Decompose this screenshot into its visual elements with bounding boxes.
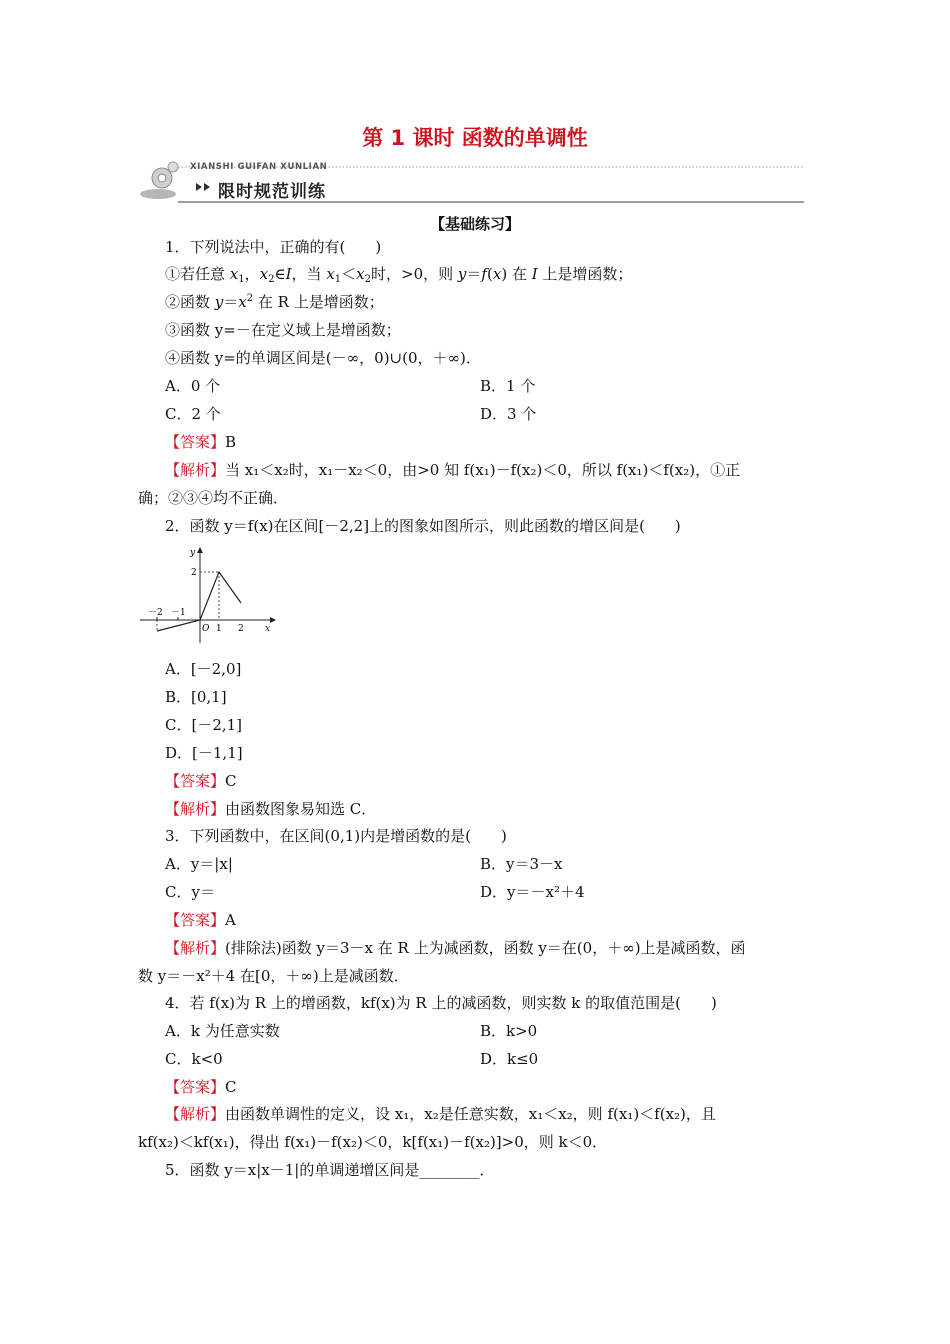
q1-stem: 1．下列说法中，正确的有( ) (165, 238, 382, 256)
q1-statement-3: ③函数 y=－在定义域上是增函数； (165, 321, 401, 339)
q4-answer: 【答案】C (165, 1078, 237, 1096)
x-tick-2: 2 (238, 624, 244, 634)
q2-option-d: D．[－1,1] (165, 744, 243, 762)
q2-option-b: B．[0,1] (165, 688, 227, 706)
q1-option-d: D．3 个 (480, 405, 537, 423)
q2-stem: 2．函数 y＝f(x)在区间[－2,2]上的图象如图所示，则此函数的增区间是( ) (165, 517, 681, 535)
q4-option-b: B．k>0 (480, 1022, 538, 1040)
q3-answer: 【答案】A (165, 911, 236, 929)
q4-explanation-line-1: 【解析】由函数单调性的定义，设 x₁，x₂是任意实数，x₁＜x₂，则 f(x₁)＜f(x₂)，且 (165, 1105, 716, 1123)
y-tick-2: 2 (191, 568, 197, 578)
gear-icon (140, 162, 178, 199)
q1-explanation-line-1: 【解析】当 x₁＜x₂时，x₁－x₂＜0，由>0 知 f(x₁)－f(x₂)＜0，所以 f(x₁)＜f(x₂)，①正 (165, 461, 741, 479)
q1-answer: 【答案】B (165, 433, 237, 451)
q1-explanation-line-2: 确；②③④均不正确． (138, 489, 289, 507)
q3-option-c: C．y＝ (165, 883, 215, 901)
q4-explanation-line-2: kf(x₂)＜kf(x₁)，得出 f(x₁)－f(x₂)＜0，k[f(x₁)－f(x₂)]>0，则 k＜0． (138, 1133, 608, 1151)
q4-option-a: A．k 为任意实数 (165, 1022, 280, 1040)
q2-explanation: 【解析】由函数图象易知选 C． (165, 800, 377, 818)
q3-option-a: A．y＝|x| (165, 855, 233, 873)
q2-option-c: C．[－2,1] (165, 716, 243, 734)
q2-answer: 【答案】C (165, 772, 237, 790)
q3-explanation-line-1: 【解析】(排除法)函数 y＝3－x 在 R 上为减函数，函数 y＝在(0，＋∞)上是减函数，函 (165, 939, 746, 957)
q4-option-c: C．k<0 (165, 1050, 223, 1068)
function-graph (138, 545, 278, 645)
q3-stem: 3．下列函数中，在区间(0,1)内是增函数的是( ) (165, 827, 507, 845)
y-axis-label: y (190, 548, 196, 558)
banner-title: 限时规范训练 (218, 182, 326, 202)
section-heading: 【基础练习】 (429, 215, 520, 233)
q3-option-b: B．y＝3－x (480, 855, 563, 873)
q1-statement-1: ①若任意 $x_1$，$x_2\in I$，当 $x_1<x_2$时，>0，则 y＝f(x) 在 I 上是增函数； (165, 265, 633, 285)
x-tick-neg1: －1 (171, 608, 186, 618)
q1-option-a: A．0 个 (165, 377, 221, 395)
page-title: 第 1 课时 函数的单调性 (362, 126, 588, 150)
q1-option-b: B．1 个 (480, 377, 536, 395)
function-curve (157, 572, 241, 631)
q2-option-a: A．[－2,0] (165, 660, 242, 678)
q1-statement-2: ②函数 $y=x^2$ 在 R 上是增函数； (165, 293, 384, 311)
q5-stem: 5．函数 y＝x|x－1|的单调递增区间是________． (165, 1161, 495, 1179)
x-axis-label: x (265, 624, 271, 634)
q1-option-c: C．2 个 (165, 405, 221, 423)
x-tick-1: 1 (216, 624, 222, 634)
q1-statement-4: ④函数 y=的单调区间是(－∞，0)∪(0，＋∞)． (165, 349, 481, 367)
q4-option-d: D．k≤0 (480, 1050, 539, 1068)
q4-stem: 4．若 f(x)为 R 上的增函数，kf(x)为 R 上的减函数，则实数 k 的取值范围是( ) (165, 994, 717, 1012)
x-tick-neg2: －2 (148, 608, 163, 618)
banner-subtitle: XIANSHI GUIFAN XUNLIAN (190, 162, 328, 172)
q3-option-d: D．y＝－x²＋4 (480, 883, 585, 901)
q3-explanation-line-2: 数 y＝－x²＋4 在[0，＋∞)上是减函数． (138, 967, 409, 985)
origin-label: O (202, 624, 210, 634)
